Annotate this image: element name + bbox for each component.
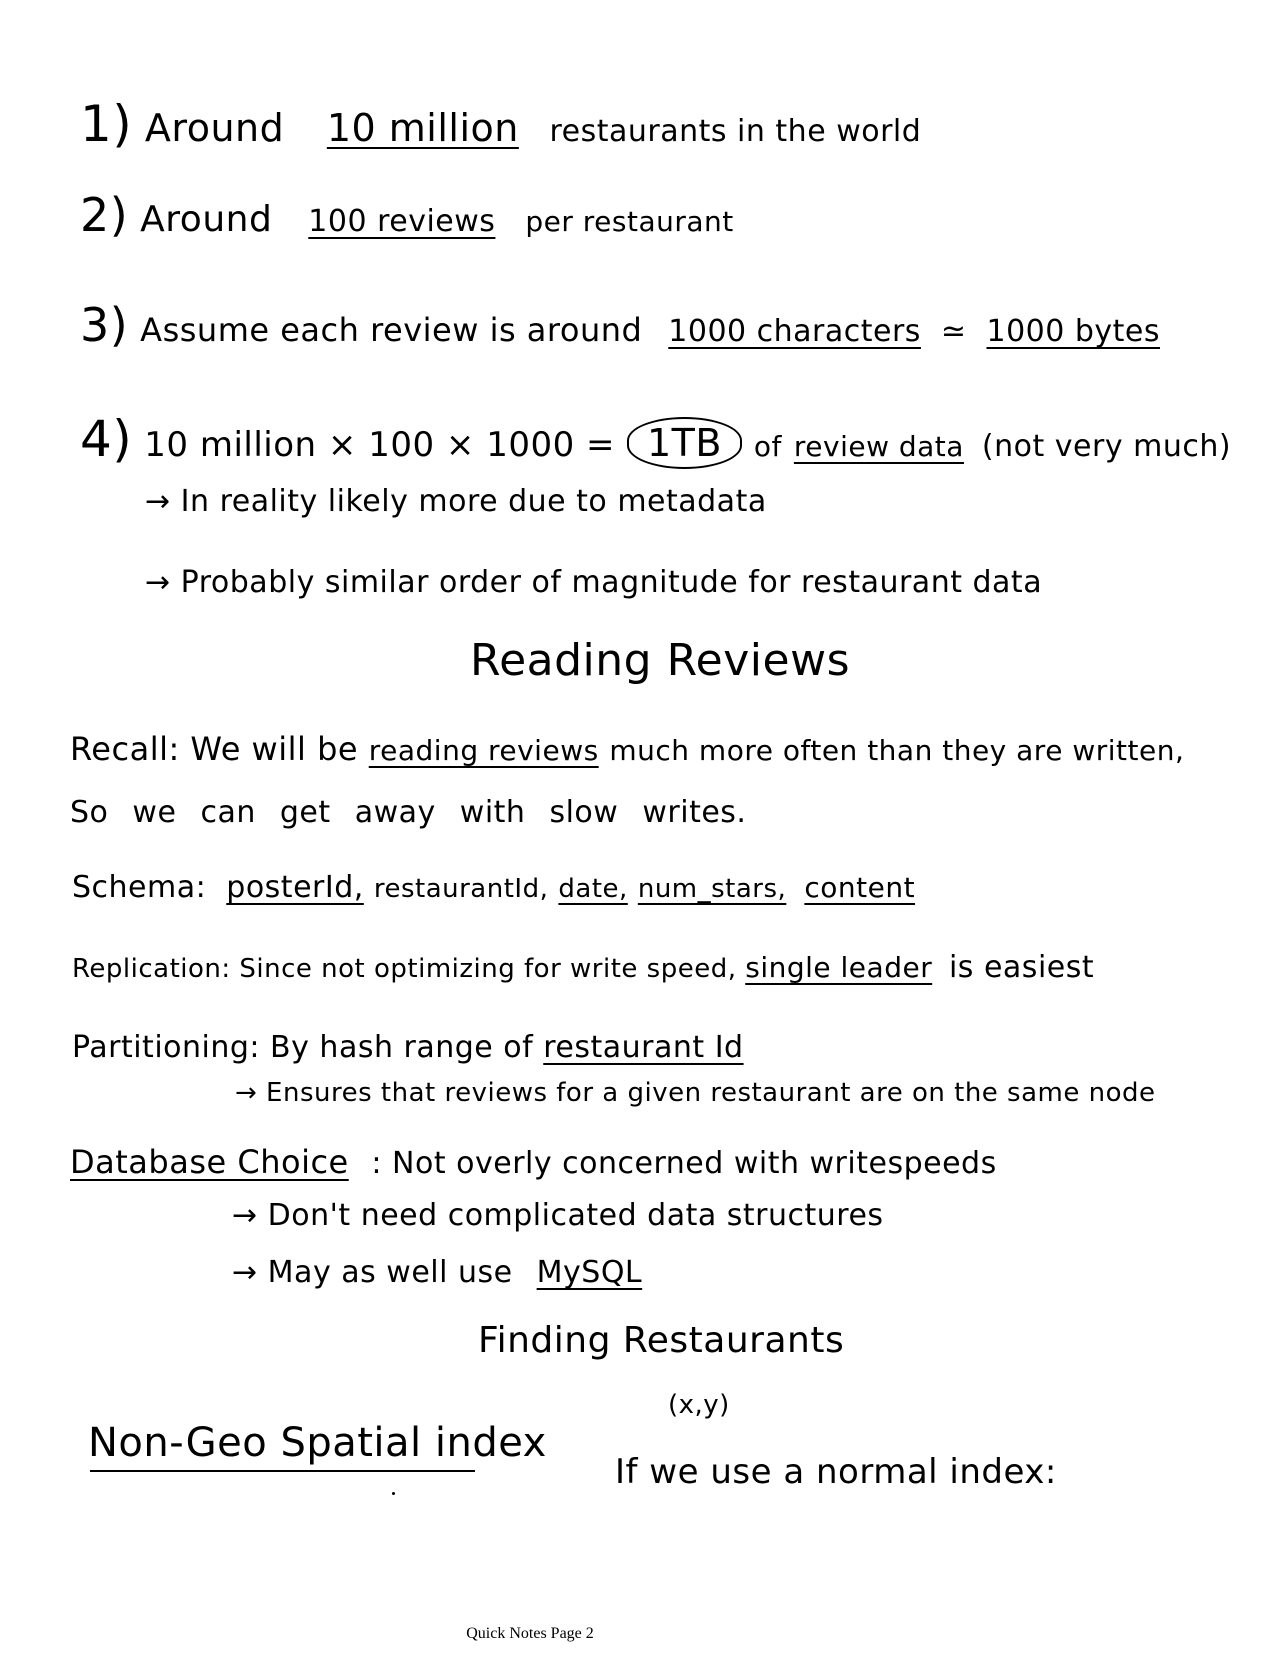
underlined-text: restaurant Id [543,1030,744,1065]
partitioning-line: Partitioning: By hash range of restaurant Id [72,1030,744,1065]
underlined-text: 100 reviews [308,204,496,239]
estimate-line-2: 2) Around 100 reviews per restaurant [80,188,734,242]
estimate-sub-2: → Probably similar order of magnitude for restaurant data [145,565,1043,600]
schema-field: posterId, [226,870,364,905]
recall-line-1: Recall: We will be reading reviews much more often than they are written, [70,730,1185,768]
estimate-number: 3) [80,298,129,352]
database-choice-line: Database Choice : Not overly concerned with writespeeds [70,1143,997,1181]
estimate-number: 1) [80,95,133,153]
circled-total: 1TB [627,417,742,469]
ink-dot [392,1492,395,1495]
section-heading-finding-restaurants: Finding Restaurants [478,1320,845,1361]
underlined-text: 1000 bytes [986,314,1161,349]
estimate-number: 2) [80,188,129,242]
estimate-line-3: 3) Assume each review is around 1000 characters ≃ 1000 bytes [80,298,1161,352]
schema-field: restaurantId, [373,874,549,904]
estimate-sub-1: → In reality likely more due to metadata [145,484,767,519]
estimate-line-4: 4) 10 million × 100 × 1000 = 1TB of review data (not very much) [80,410,1232,468]
underlined-text: single leader [745,951,933,984]
underlined-text: reading reviews [368,734,599,767]
non-geo-spatial-index-title: Non-Geo Spatial index [88,1420,547,1466]
underlined-text: 10 million [326,106,519,150]
estimate-number: 4) [80,410,133,468]
replication-line: Replication: Since not optimizing for write speed, single leader is easiest [72,950,1095,985]
coordinate-label: (x,y) [668,1390,730,1420]
database-sub-2: → May as well use MySQL [232,1255,643,1290]
schema-line: Schema: posterId, restaurantId, date, num_stars, content [72,870,916,905]
database-sub-1: → Don't need complicated data structures [232,1198,884,1233]
schema-field: num_stars, [637,874,787,904]
estimate-line-1: 1) Around 10 million restaurants in the world [80,95,922,153]
page-footer: Quick Notes Page 2 [466,1625,594,1642]
underlined-text: MySQL [536,1255,643,1290]
underlined-text: 1000 characters [668,314,921,349]
underlined-text: Database Choice [70,1143,349,1181]
schema-field: content [804,871,916,904]
schema-field: date, [558,874,628,904]
recall-line-2: So we can get away with slow writes. [70,795,747,830]
normal-index-line: If we use a normal index: [615,1452,1057,1492]
section-heading-reading-reviews: Reading Reviews [470,635,850,686]
partitioning-sub: → Ensures that reviews for a given restaurant are on the same node [235,1078,1156,1108]
underlined-text: review data [793,430,964,463]
title-underline [90,1470,475,1472]
